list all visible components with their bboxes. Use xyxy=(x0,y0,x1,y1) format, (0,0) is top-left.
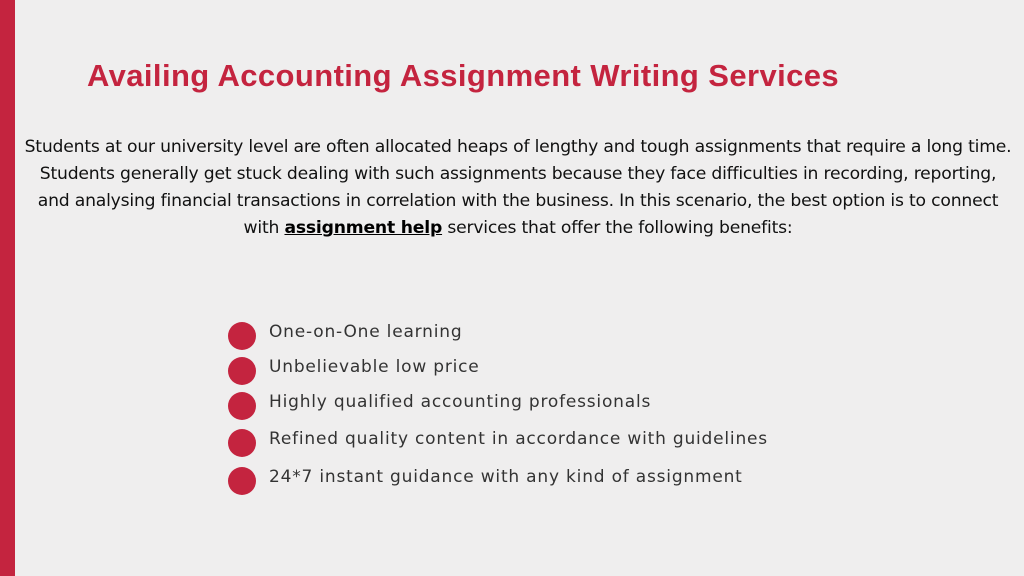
page-title: Availing Accounting Assignment Writing Services xyxy=(87,58,840,93)
bullet-dot-icon xyxy=(228,467,256,495)
benefit-label: One-on-One learning xyxy=(269,322,463,342)
benefit-label: Highly qualified accounting professionals xyxy=(269,392,652,412)
intro-text-after-link: services that offer the following benefits: xyxy=(442,218,793,238)
intro-paragraph xyxy=(22,134,1014,242)
bullet-dot-icon xyxy=(228,322,256,350)
benefit-label: Refined quality content in accordance with guidelines xyxy=(269,429,768,449)
benefit-label: Unbelievable low price xyxy=(269,357,480,377)
assignment-help-link[interactable]: assignment help xyxy=(284,218,443,238)
bullet-dot-icon xyxy=(228,429,256,457)
benefit-label: 24*7 instant guidance with any kind of assignment xyxy=(269,467,743,487)
intro-text-before-link: Students at our university level are often allocated heaps of lengthy and tough assignments that require a long time. Students generally get stuck dealing with such assignments because they face difficulties in recording, reporting, and analysing financial transactions in correlation with the business. In this scenario, the best option is to connect with xyxy=(24,137,1012,238)
bullet-dot-icon xyxy=(228,392,256,420)
left-accent-bar xyxy=(0,0,15,576)
bullet-dot-icon xyxy=(228,357,256,385)
